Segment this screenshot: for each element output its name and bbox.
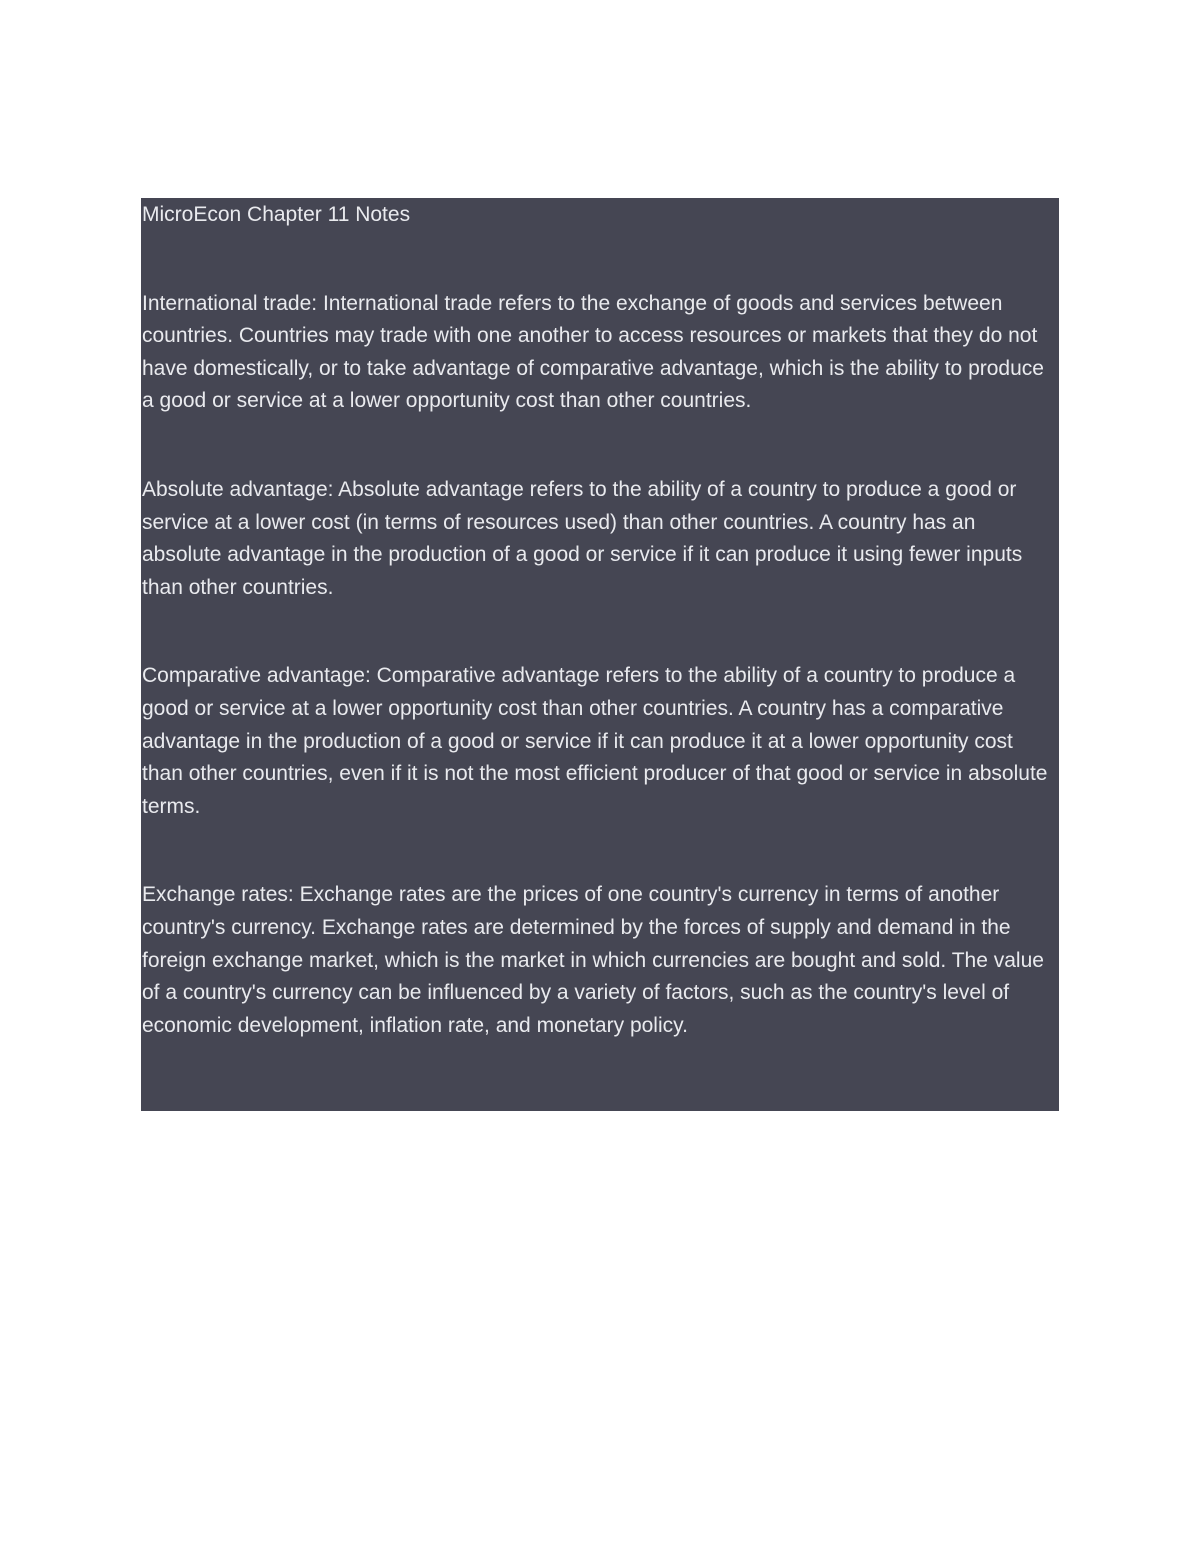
paragraph-absolute-advantage: Absolute advantage: Absolute advantage refers to the ability of a country to produce a good or service at a lower cost (in terms of resources used) than other countries. A country has an absolute advantage in the production of a good or service if it can produce it using fewer inputs than other countries. <box>142 477 1023 599</box>
paragraph-comparative-advantage: Comparative advantage: Comparative advantage refers to the ability of a country to produce a good or service at a lower opportunity cost than other countries. A country has a comparative advantage in the production of a good or service if it can produce it at a lower opportunity cost than other countries, even if it is not the most efficient producer of that good or service in absolute terms. <box>142 664 1048 818</box>
document-title: MicroEcon Chapter 11 Notes <box>142 203 411 226</box>
notes-block <box>141 198 1059 1111</box>
paragraph-exchange-rates: Exchange rates: Exchange rates are the prices of one country's currency in terms of another country's currency. Exchange rates are determined by the forces of supply and demand in the foreign exchange market, which is the market in which currencies are bought and sold. The value of a country's currency can be influenced by a variety of factors, such as the country's level of economic development, inflation rate, and monetary policy. <box>142 883 1044 1037</box>
paragraph-international-trade: International trade: International trade refers to the exchange of goods and services between countries. Countries may trade with one another to access resources or markets that they do not have domestically, or to take advantage of comparative advantage, which is the ability to produce a good or service at a lower opportunity cost than other countries. <box>142 291 1044 413</box>
